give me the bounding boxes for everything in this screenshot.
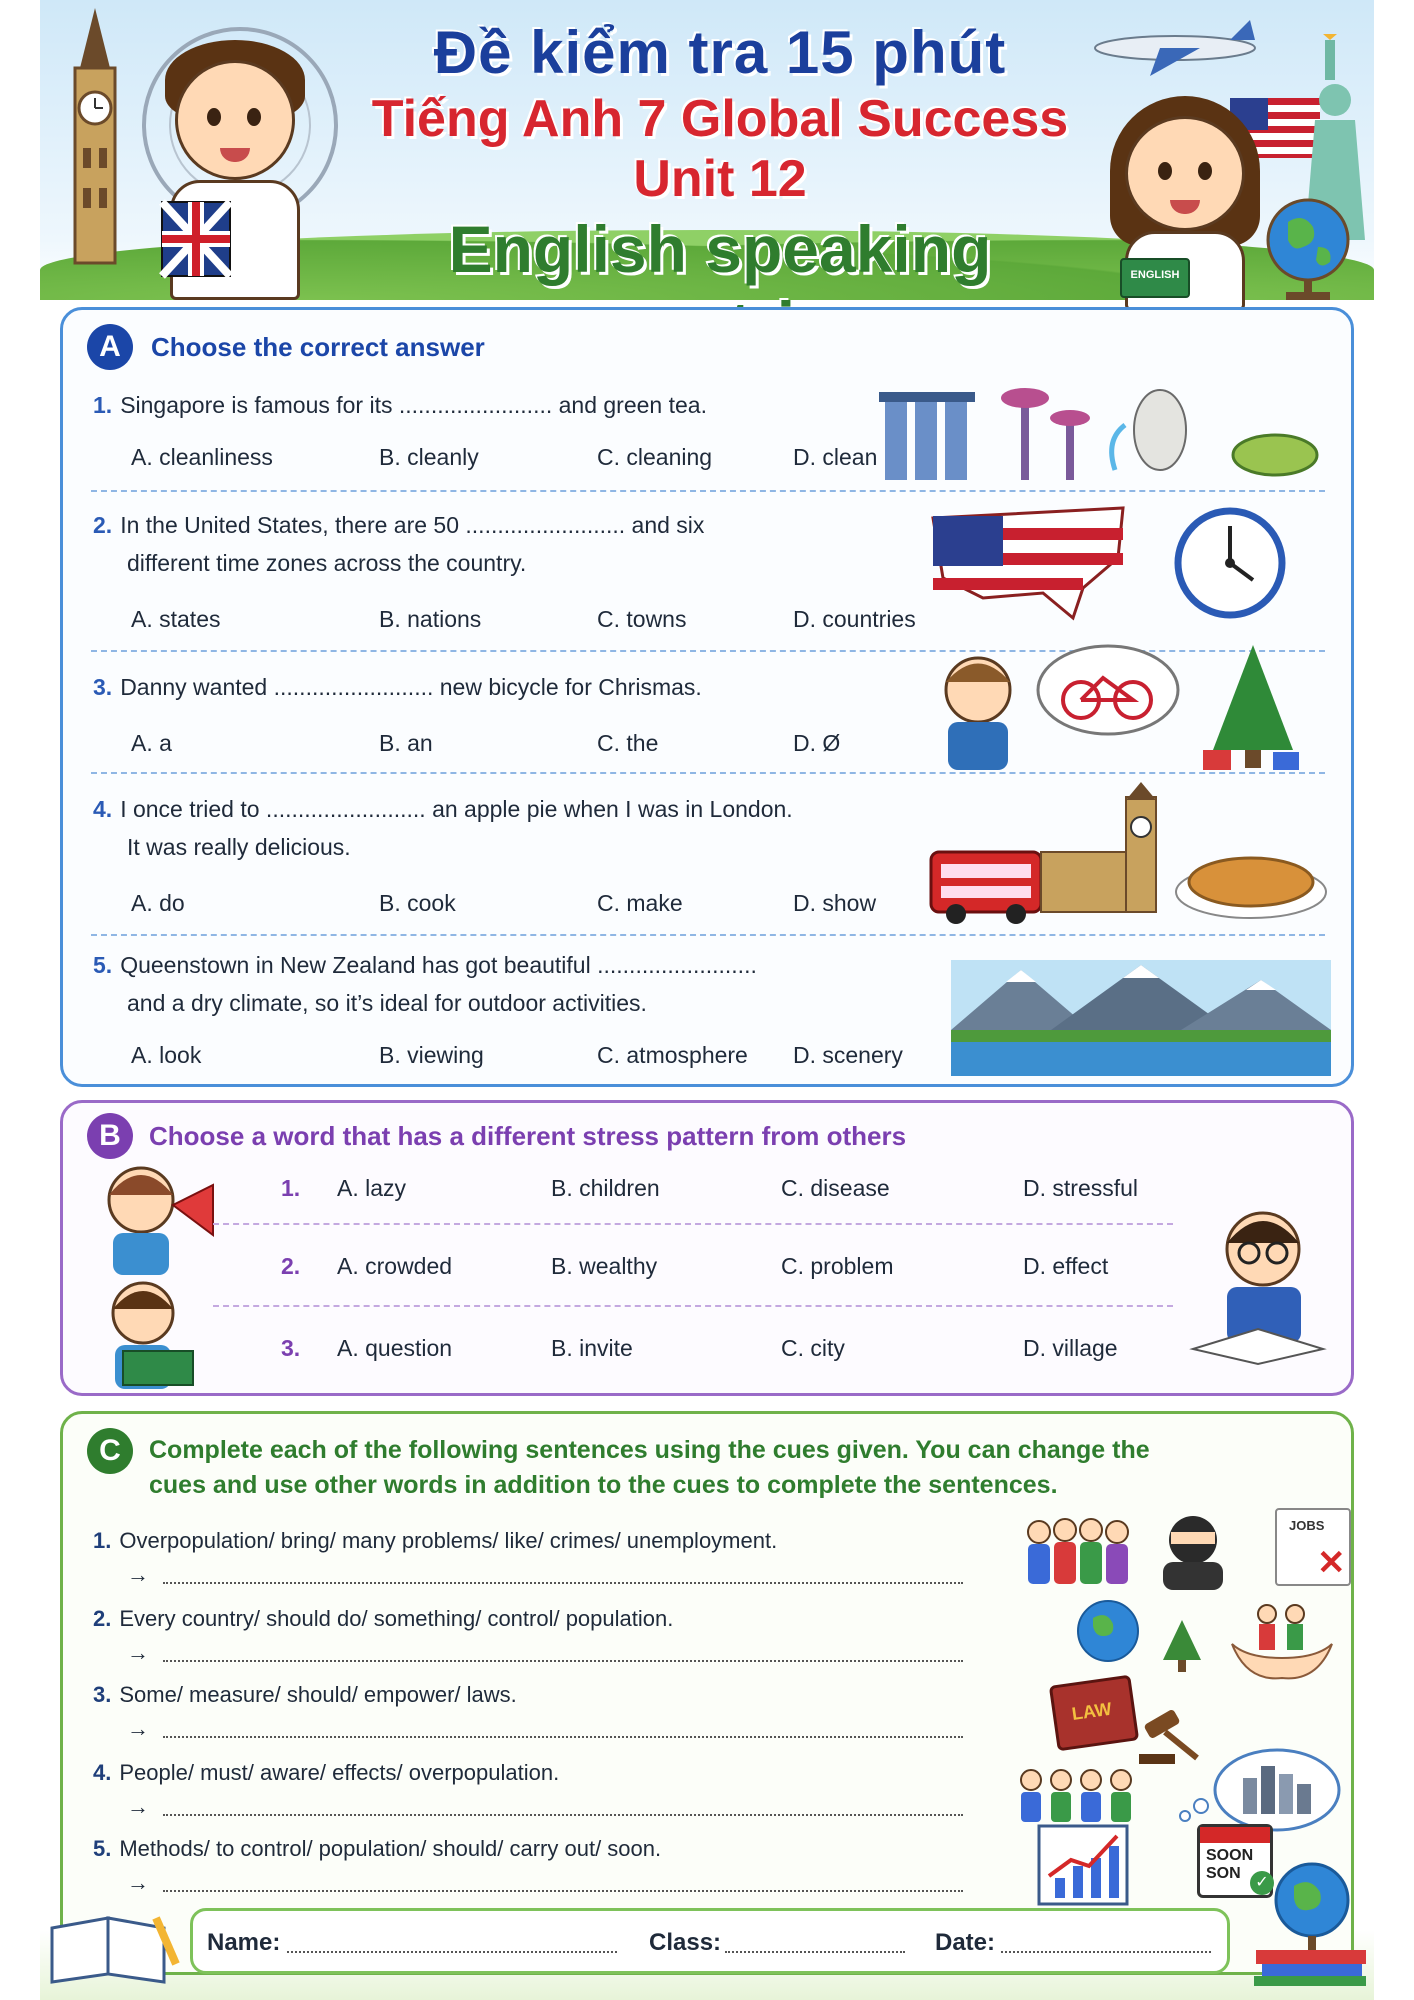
tree-icon [1161, 1620, 1203, 1672]
option-a2-a[interactable]: A. states [131, 606, 221, 632]
globe-books-icon [1236, 1858, 1370, 1988]
soon-label: SOON SON [1206, 1847, 1254, 1882]
section-b [60, 1100, 1354, 1396]
answer-line-1[interactable] [163, 1582, 963, 1584]
open-book-pencil-icon [46, 1908, 186, 1984]
option-a5-d[interactable]: D. scenery [793, 1042, 903, 1068]
question-number: 2. [93, 512, 113, 538]
thief-icon [1153, 1510, 1243, 1590]
big-ben-icon [50, 8, 140, 263]
cue-number: 3. [93, 1682, 112, 1707]
question-divider [91, 490, 1325, 492]
answer-arrow: → [127, 1794, 149, 1819]
option-a2-c[interactable]: C. towns [597, 606, 687, 632]
cue-text: Every country/ should do/ something/ control/ population. [119, 1606, 674, 1631]
cue-item-2 [93, 1600, 673, 1638]
option-a1-b[interactable]: B. cleanly [379, 444, 479, 470]
law-book-icon [1049, 1675, 1139, 1752]
option-a3-a[interactable]: A. a [131, 730, 172, 756]
cue-item-1 [93, 1522, 777, 1560]
answer-line-4[interactable] [163, 1814, 963, 1816]
question-text-line2: and a dry climate, so it’s ideal for outdoor activities. [127, 990, 647, 1016]
option-b2-b[interactable]: B. wealthy [551, 1253, 658, 1279]
worksheet-page [40, 0, 1374, 2000]
option-a1-c[interactable]: C. cleaning [597, 444, 713, 470]
option-a1-d[interactable]: D. clean [793, 444, 878, 470]
option-b1-b[interactable]: B. children [551, 1175, 660, 1201]
section-b-badge: B [87, 1113, 133, 1159]
answer-line-3[interactable] [163, 1736, 963, 1738]
rising-chart-icon [1037, 1824, 1129, 1906]
thought-bubble-city-icon [1173, 1744, 1343, 1836]
option-b3-a[interactable]: A. question [337, 1335, 453, 1361]
question-text: Singapore is famous for its ........................ and green tea. [120, 392, 707, 418]
section-a [60, 307, 1354, 1087]
question-text: Danny wanted ......................... new bicycle for Chrismas. [120, 674, 702, 700]
uk-flag-book-icon [160, 200, 232, 278]
answer-line-2[interactable] [163, 1660, 963, 1662]
family-in-hands-icon [1227, 1594, 1337, 1682]
title-line-2: Tiếng Anh 7 Global Success Unit 12 [371, 90, 1069, 208]
answer-arrow: → [127, 1562, 149, 1587]
question-a4 [93, 790, 793, 866]
option-a2-d[interactable]: D. countries [793, 606, 916, 632]
answer-arrow: → [127, 1640, 149, 1665]
question-text-line2: different time zones across the country. [127, 550, 527, 576]
date-label: Date: [935, 1929, 996, 1956]
answer-line-5[interactable] [163, 1890, 963, 1892]
airplane-icon [1090, 18, 1260, 78]
option-b1-a[interactable]: A. lazy [337, 1175, 407, 1201]
us-map-flag-icon [923, 498, 1133, 628]
date-field[interactable] [1001, 1951, 1211, 1953]
cue-number: 5. [93, 1836, 112, 1861]
question-b2-number: 2. [281, 1253, 301, 1279]
option-b3-d[interactable]: D. village [1023, 1335, 1118, 1361]
question-text: Queenstown in New Zealand has got beautiful ......................... [120, 952, 757, 978]
english-book-icon [1120, 258, 1190, 298]
cue-text: Overpopulation/ bring/ many problems/ like/ crimes/ unemployment. [119, 1528, 778, 1553]
cue-number: 2. [93, 1606, 112, 1631]
option-a2-b[interactable]: B. nations [379, 606, 482, 632]
name-field[interactable] [287, 1951, 617, 1953]
option-b3-c[interactable]: C. city [781, 1335, 845, 1361]
title-line-3: English speaking [448, 212, 992, 286]
option-a3-c[interactable]: C. the [597, 730, 659, 756]
option-a5-c[interactable]: C. atmosphere [597, 1042, 748, 1068]
class-field[interactable] [725, 1951, 905, 1953]
option-b1-d[interactable]: D. stressful [1023, 1175, 1139, 1201]
answer-arrow: → [127, 1870, 149, 1895]
cue-number: 4. [93, 1760, 112, 1785]
title-line-1: Đề kiểm tra 15 phút [433, 19, 1007, 86]
english-book-label: ENGLISH [1130, 269, 1180, 281]
option-a3-d[interactable]: D. Ø [793, 730, 841, 756]
question-number: 3. [93, 674, 113, 700]
cue-item-5 [93, 1830, 661, 1868]
option-b2-a[interactable]: A. crowded [337, 1253, 453, 1279]
section-b-heading: Choose a word that has a different stress pattern from others [149, 1121, 907, 1151]
section-c-badge: C [87, 1428, 133, 1474]
question-text: In the United States, there are 50 ......................... and six [120, 512, 705, 538]
clock-icon [1173, 506, 1287, 620]
question-text: I once tried to ......................... an apple pie when I was in London. [120, 796, 793, 822]
people-group-icon [1015, 1764, 1139, 1824]
question-a3 [93, 668, 702, 706]
london-scene-apple-pie-icon [931, 782, 1331, 930]
globe-icon [1258, 192, 1358, 300]
law-label: LAW [1070, 1698, 1113, 1724]
question-number: 4. [93, 796, 113, 822]
boy-thinking-bicycle-icon [933, 640, 1323, 770]
boy-reading-icon [93, 1273, 203, 1391]
girl-megaphone-icon [93, 1155, 223, 1275]
question-b3-number: 3. [281, 1335, 301, 1361]
question-a2 [93, 506, 704, 582]
question-a5 [93, 946, 757, 1022]
option-a3-b[interactable]: B. an [379, 730, 433, 756]
question-b1-number: 1. [281, 1175, 301, 1201]
option-a5-b[interactable]: B. viewing [379, 1042, 484, 1068]
crowd-icon [1023, 1514, 1135, 1586]
cue-item-3 [93, 1676, 517, 1714]
question-divider [91, 772, 1325, 774]
boy-with-glasses-reading-icon [1183, 1199, 1333, 1369]
globe-icon [1073, 1596, 1143, 1666]
question-divider [91, 934, 1325, 936]
option-b2-c[interactable]: C. problem [781, 1253, 894, 1279]
option-a4-d[interactable]: D. show [793, 890, 877, 916]
cue-text: People/ must/ aware/ effects/ overpopulation. [119, 1760, 560, 1785]
option-a1-a[interactable]: A. cleanliness [131, 444, 273, 470]
student-info-bar [190, 1908, 1230, 1974]
option-a5-a[interactable]: A. look [131, 1042, 202, 1068]
question-number: 5. [93, 952, 113, 978]
question-number: 1. [93, 392, 113, 418]
question-a1 [93, 386, 707, 424]
section-c [60, 1411, 1354, 1975]
cue-text: Methods/ to control/ population/ should/ carry out/ soon. [119, 1836, 662, 1861]
cue-item-4 [93, 1754, 559, 1792]
question-divider [213, 1305, 1173, 1307]
option-a4-b[interactable]: B. cook [379, 890, 456, 916]
cue-number: 1. [93, 1528, 112, 1553]
red-x-icon: ✕ [1317, 1544, 1346, 1582]
section-a-badge: A [87, 324, 133, 370]
section-c-heading-line-2: cues and use other words in addition to the cues to complete the sentences. [149, 1471, 1058, 1499]
calendar-header [1200, 1827, 1270, 1843]
header-banner [40, 0, 1374, 300]
section-c-heading-line-1: Complete each of the following sentences using the cues given. You can change the [149, 1436, 1150, 1464]
option-b1-c[interactable]: C. disease [781, 1175, 890, 1201]
cue-text: Some/ measure/ should/ empower/ laws. [119, 1682, 517, 1707]
singapore-landmarks-icon [875, 370, 1325, 480]
jobs-label: JOBS [1289, 1518, 1325, 1533]
option-a4-a[interactable]: A. do [131, 890, 185, 916]
jobs-cancelled-icon [1275, 1508, 1351, 1586]
option-b3-b[interactable]: B. invite [551, 1335, 633, 1361]
name-label: Name: [207, 1929, 281, 1956]
check-icon: ✓ [1250, 1871, 1274, 1895]
section-a-heading: Choose the correct answer [151, 332, 485, 362]
option-a4-c[interactable]: C. make [597, 890, 683, 916]
question-text-line2: It was really delicious. [127, 834, 351, 860]
mountain-lake-icon [951, 960, 1331, 1076]
question-divider [213, 1223, 1173, 1225]
answer-arrow: → [127, 1716, 149, 1741]
option-b2-d[interactable]: D. effect [1023, 1253, 1109, 1279]
class-label: Class: [649, 1929, 722, 1956]
